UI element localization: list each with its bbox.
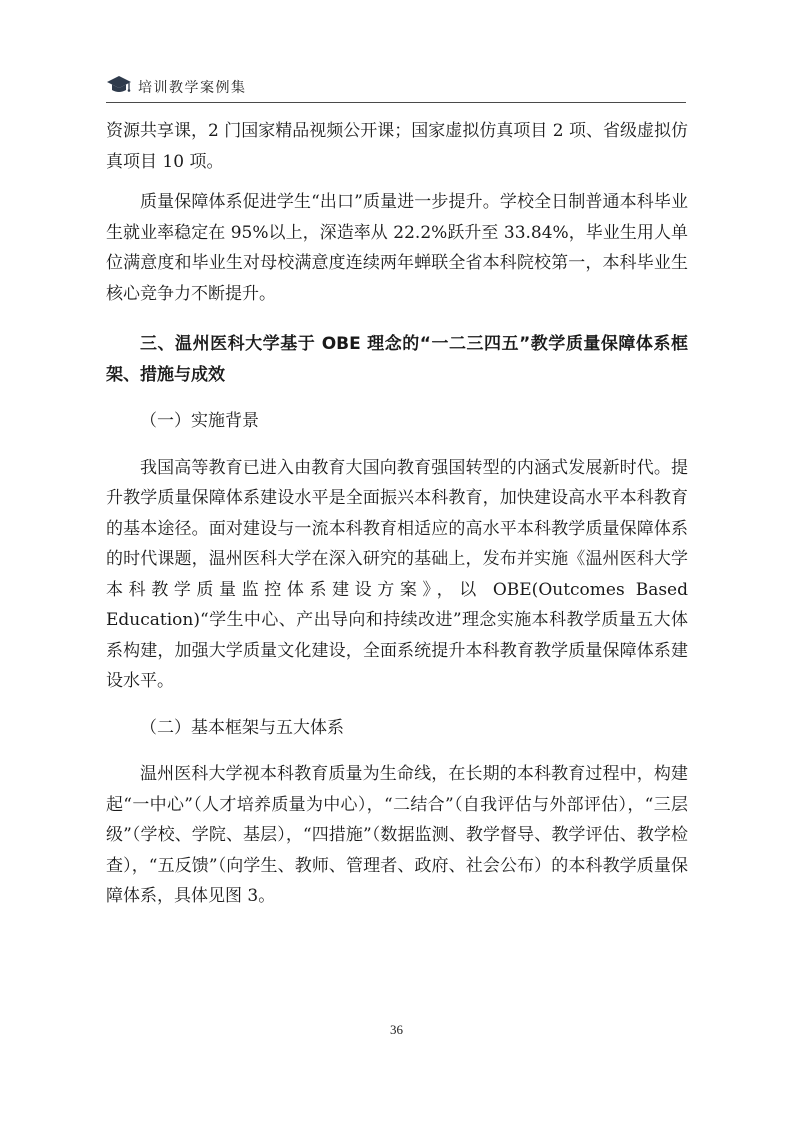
- paragraph-framework: 温州医科大学视本科教育质量为生命线，在长期的本科教育过程中，构建起“一中心”（人才培养质量为中心），“二结合”（自我评估与外部评估），“三层级”（学校、学院、基层），“四措施”（数据监测、教学督导、教学评估、教学检查），“五反馈”（向学生、教师、管理者、政府、社会公布）的本科教学质量保障体系，具体见图 3。: [106, 764, 688, 906]
- section-heading: 三、温州医科大学基于 OBE 理念的“一二三四五”教学质量保障体系框架、措施与成效: [106, 334, 688, 385]
- graduation-cap-icon: [106, 74, 132, 96]
- page-header: [106, 72, 686, 102]
- subsection-heading-background: （一）实施背景: [140, 411, 259, 431]
- header-title: 培训教学案例集: [138, 80, 247, 96]
- paragraph-background: 我国高等教育已进入由教育大国向教育强国转型的内涵式发展新时代。提升教学质量保障体系建设水平是全面振兴本科教育，加快建设高水平本科教育的基本途径。面对建设与一流本科教育相适应的高水平本科教学质量保障体系的时代课题，温州医科大学在深入研究的基础上，发布并实施《温州医科大学本科教学质量监控体系建设方案》，以 OBE(Outcomes Based Education)“学生中心、产出导向和持续改进”理念实施本科教学质量五大体系构建，加强大学质量文化建设，全面系统提升本科教育教学质量保障体系建设水平。: [106, 457, 688, 691]
- subsection-heading-framework: （二）基本框架与五大体系: [140, 717, 344, 738]
- paragraph-quality-outcome: 质量保障体系促进学生“出口”质量进一步提升。学校全日制普通本科毕业生就业率稳定在 95%以上，深造率从 22.2%跃升至 33.84%，毕业生用人单位满意度和毕业生对母校满意度连续两年蝉联全省本科院校第一，本科毕业生核心竞争力不断提升。: [106, 192, 688, 304]
- paragraph-continued: 资源共享课，2 门国家精品视频公开课；国家虚拟仿真项目 2 项、省级虚拟仿真项目 10 项。: [106, 121, 688, 172]
- page-body: [106, 116, 688, 912]
- page-number: 36: [390, 1022, 403, 1037]
- header-rule: [106, 102, 686, 103]
